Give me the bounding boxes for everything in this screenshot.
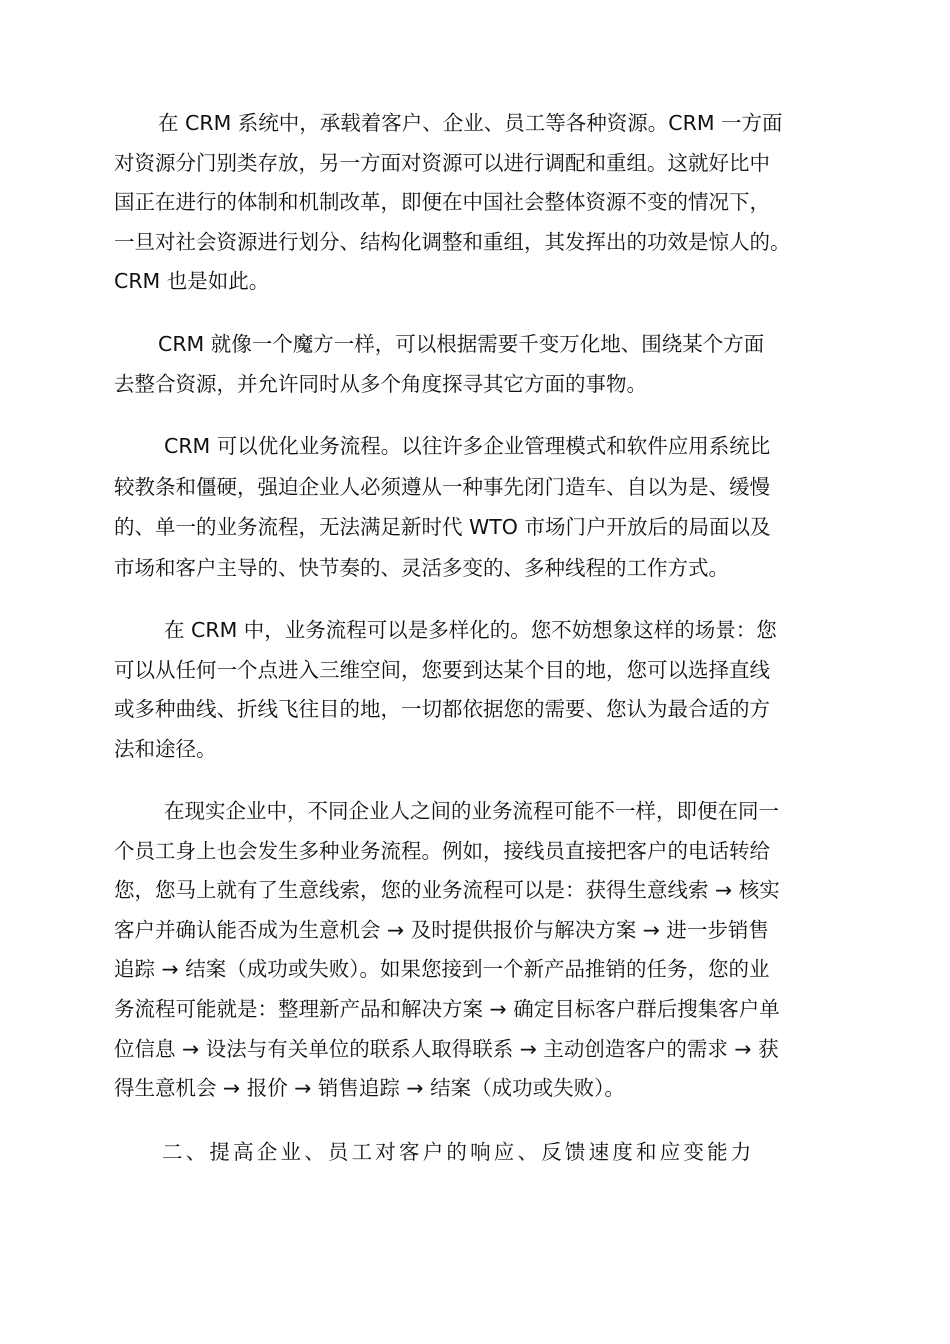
paragraph-line: CRM 也是如此。 [114, 269, 270, 293]
paragraph-line: 去整合资源，并允许同时从多个角度探寻其它方面的事物。 [114, 372, 647, 396]
paragraph-line: 务流程可能就是：整理新产品和解决方案 → 确定目标客户群后搜集客户单 [114, 997, 780, 1021]
paragraph-line: 法和途径。 [114, 737, 217, 761]
paragraph-line: 或多种曲线、折线飞往目的地，一切都依据您的需要、您认为最合适的方 [114, 697, 770, 721]
section-heading-text: 二、提高企业、员工对客户的响应、反馈速度和应变能力 [162, 1140, 755, 1164]
paragraph-line: 客户并确认能否成为生意机会 → 及时提供报价与解决方案 → 进一步销售 [114, 918, 769, 942]
paragraph-line: CRM 可以优化业务流程。以往许多企业管理模式和软件应用系统比 [164, 434, 771, 458]
paragraph-line: 在 CRM 中，业务流程可以是多样化的。您不妨想象这样的场景：您 [164, 618, 777, 642]
paragraph-line: 国正在进行的体制和机制改革，即便在中国社会整体资源不变的情况下， [114, 190, 770, 214]
paragraph-line: 较教条和僵硬，强迫企业人必须遵从一种事先闭门造车、自以为是、缓慢 [114, 475, 770, 499]
paragraph-line: CRM 就像一个魔方一样，可以根据需要千变万化地、围绕某个方面 [158, 332, 765, 356]
paragraph-line: 个员工身上也会发生多种业务流程。例如，接线员直接把客户的电话转给 [114, 839, 770, 863]
paragraph-line: 的、单一的业务流程，无法满足新时代 WTO 市场门户开放后的局面以及 [114, 515, 771, 539]
paragraph-line: 可以从任何一个点进入三维空间，您要到达某个目的地，您可以选择直线 [114, 658, 770, 682]
paragraph-line: 在 CRM 系统中，承载着客户、企业、员工等各种资源。CRM 一方面 [158, 111, 783, 135]
paragraph-line: 得生意机会 → 报价 → 销售追踪 → 结案（成功或失败）。 [114, 1076, 625, 1100]
paragraph-line: 位信息 → 设法与有关单位的联系人取得联系 → 主动创造客户的需求 → 获 [114, 1037, 779, 1061]
paragraph-line: 您，您马上就有了生意线索，您的业务流程可以是：获得生意线索 → 核实 [114, 878, 780, 902]
paragraph-line: 一旦对社会资源进行划分、结构化调整和重组，其发挥出的功效是惊人的。 [114, 230, 791, 254]
paragraph-line: 对资源分门别类存放，另一方面对资源可以进行调配和重组。这就好比中 [114, 151, 770, 175]
paragraph-line: 在现实企业中，不同企业人之间的业务流程可能不一样，即便在同一 [164, 799, 779, 823]
paragraph-line: 追踪 → 结案（成功或失败）。如果您接到一个新产品推销的任务，您的业 [114, 957, 770, 981]
paragraph-line: 市场和客户主导的、快节奏的、灵活多变的、多种线程的工作方式。 [114, 556, 729, 580]
